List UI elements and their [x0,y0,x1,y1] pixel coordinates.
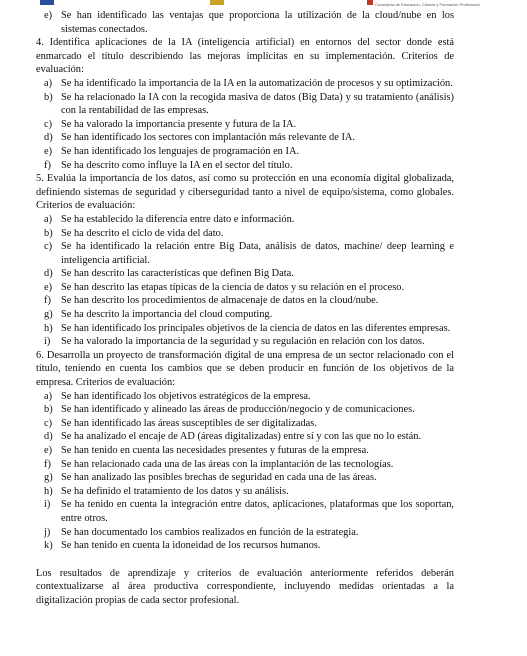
criteria-item-label: c) [44,417,53,429]
criteria-item-label: f) [44,295,51,307]
criteria-item-text: Se han identificado y alineado las áreas de producción/negocio y de comunicaciones. [61,404,415,416]
criteria-item [36,227,454,241]
criteria-item [36,118,454,132]
criteria-item-label: f) [44,159,51,171]
criteria-item-label: g) [44,472,53,484]
criteria-item-label: i) [44,499,51,511]
criteria-item-text: Se han relacionado cada una de las áreas con la implantación de las tecnologías. [61,458,394,470]
criteria-item-label: e) [44,145,53,157]
criteria-item-label: c) [44,241,53,253]
criteria-item [36,403,454,417]
criteria-item [36,9,454,36]
criteria-item [36,471,454,485]
learning-outcome-intro: 5. Evalúa la importancia de los datos, así como su protección en una economía digital globalizada, definiendo sistemas de seguridad y ciberseguridad tanto a nivel de equipo/sistema, como globales. Criterios de evaluación: [36,173,454,212]
criteria-item [36,131,454,145]
learning-outcome-intro: 6. Desarrolla un proyecto de transformación digital de una empresa de un sector relacionado con el título, teniendo en cuenta los cambios que se deben producir en función de los objetivos de la empresa. Criterios de evaluación: [36,349,454,389]
criteria-item-text: Se ha descrito como influye la IA en el sector del título. [61,159,293,171]
criteria-item-text: Se han identificado los lenguajes de programación en IA. [61,145,300,157]
criteria-item-label: d) [44,268,53,280]
criteria-item-label: e) [44,445,53,456]
criteria-item-text: Se ha identificado la importancia de la IA en la automatización de procesos y su optimización. [61,77,453,89]
criteria-item-text: Se han identificado los principales objetivos de la ciencia de datos en las diferentes empresas. [61,322,451,334]
criteria-item [36,308,454,322]
criteria-item-label: g) [44,309,53,321]
criteria-item-text: Se han identificado las áreas susceptibles de ser digitalizadas. [61,417,317,429]
criteria-item-label: e) [44,10,53,21]
criteria-item-label: h) [44,485,53,497]
department-name: Consejería de Educación, Ciencia y Formación Profesional [375,2,480,7]
criteria-item-label: b) [44,91,53,103]
criteria-item-text: Se han descrito los procedimientos de almacenaje de datos en la cloud/nube. [61,295,379,307]
government-logo [40,0,54,5]
criteria-item-text: Se han documentado los cambios realizados en función de la estrategia. [61,526,359,538]
criteria-item-text: Se han identificado los sectores con implantación más relevante de IA. [61,132,356,144]
criteria-item [36,145,454,159]
criteria-item-label: a) [44,77,53,89]
criteria-item-text: Se ha definido el tratamiento de los datos y su análisis. [61,485,289,497]
criteria-item-label: h) [44,322,53,334]
criteria-item-text: Se han descrito las características que definen Big Data. [61,268,294,280]
criteria-item [36,458,454,472]
criteria-item-label: e) [44,281,53,293]
criteria-item [36,77,454,91]
document-body [36,9,454,608]
criteria-item-label: j) [44,526,51,538]
paragraph-spacer [36,553,454,567]
criteria-item [36,498,454,525]
learning-outcome-intro: 4. Identifica aplicaciones de la IA (inteligencia artificial) en entornos del sector donde está enmarcado el título describiendo las mejoras implícitas en su implementación. Criterios de evaluación: [36,37,454,76]
criteria-item [36,267,454,281]
criteria-item [36,281,454,295]
criteria-item-text: Se han identificado los objetivos estratégicos de la empresa. [61,390,311,402]
criteria-item-text: Se ha establecido la diferencia entre dato e información. [61,213,295,225]
criteria-item-label: c) [44,118,53,130]
criteria-item-text: Se ha descrito el ciclo de vida del dato. [61,227,224,239]
criteria-item-text: Se han tenido en cuenta la idoneidad de los recursos humanos. [61,540,321,552]
criteria-item-label: k) [44,540,53,552]
criteria-item [36,322,454,336]
criteria-item [36,91,454,118]
criteria-item [36,430,454,444]
criteria-item [36,444,454,458]
criteria-item-label: d) [44,431,53,443]
criteria-item [36,526,454,540]
criteria-item [36,417,454,431]
criteria-item-label: f) [44,458,51,470]
coat-of-arms-logo [210,0,224,5]
criteria-item-text: Se ha descrito la importancia del cloud computing. [61,309,273,321]
criteria-item-text: Se ha valorado la importancia presente y futura de la IA. [61,118,297,130]
criteria-item-label: a) [44,213,53,225]
criteria-item-text: Se ha valorado la importancia de la seguridad y su regulación en relación con los datos. [61,336,425,348]
criteria-item-text: Se ha relacionado la IA con la recogida masiva de datos (Big Data) y su tratamiento (análisis) con la rentabilidad de las empresas. [61,91,454,117]
criteria-item-label: a) [44,390,53,402]
criteria-item [36,213,454,227]
criteria-item-label: b) [44,404,53,416]
criteria-item [36,159,454,173]
criteria-item [36,539,454,553]
criteria-item-text: Se han descrito las etapas típicas de la ciencia de datos y su relación en el proceso. [61,281,405,293]
criteria-item-text: Se ha identificado la relación entre Big Data, análisis de datos, machine/ deep learning e inteligencia artificial. [61,241,454,266]
criteria-item-text: Se ha analizado el encaje de AD (áreas digitalizadas) entre sí y con las que no lo están. [61,431,422,443]
criteria-item-label: i) [44,336,51,348]
criteria-item [36,485,454,499]
closing-paragraph: Los resultados de aprendizaje y criterios de evaluación anteriormente referidos deberán contextualizarse al área productiva correspondiente, incluyendo medidas orientadas a la digitalización propias de cada sector profesional. [36,567,454,606]
criteria-item [36,335,454,349]
criteria-item [36,240,454,267]
criteria-item-text: Se han identificado las ventajas que proporciona la utilización de la cloud/nube en los sistemas conectados. [61,10,454,35]
criteria-item [36,294,454,308]
criteria-item-text: Se han tenido en cuenta las necesidades presentes y futuras de la empresa. [61,445,369,456]
criteria-item-text: Se han analizado las posibles brechas de seguridad en cada una de las áreas. [61,472,377,484]
criteria-item-label: d) [44,132,53,144]
criteria-item [36,390,454,404]
region-logo [367,0,373,5]
criteria-item-text: Se ha tenido en cuenta la integración entre datos, aplicaciones, plataformas que los soportan, entre otros. [61,499,454,524]
criteria-item-label: b) [44,227,53,239]
